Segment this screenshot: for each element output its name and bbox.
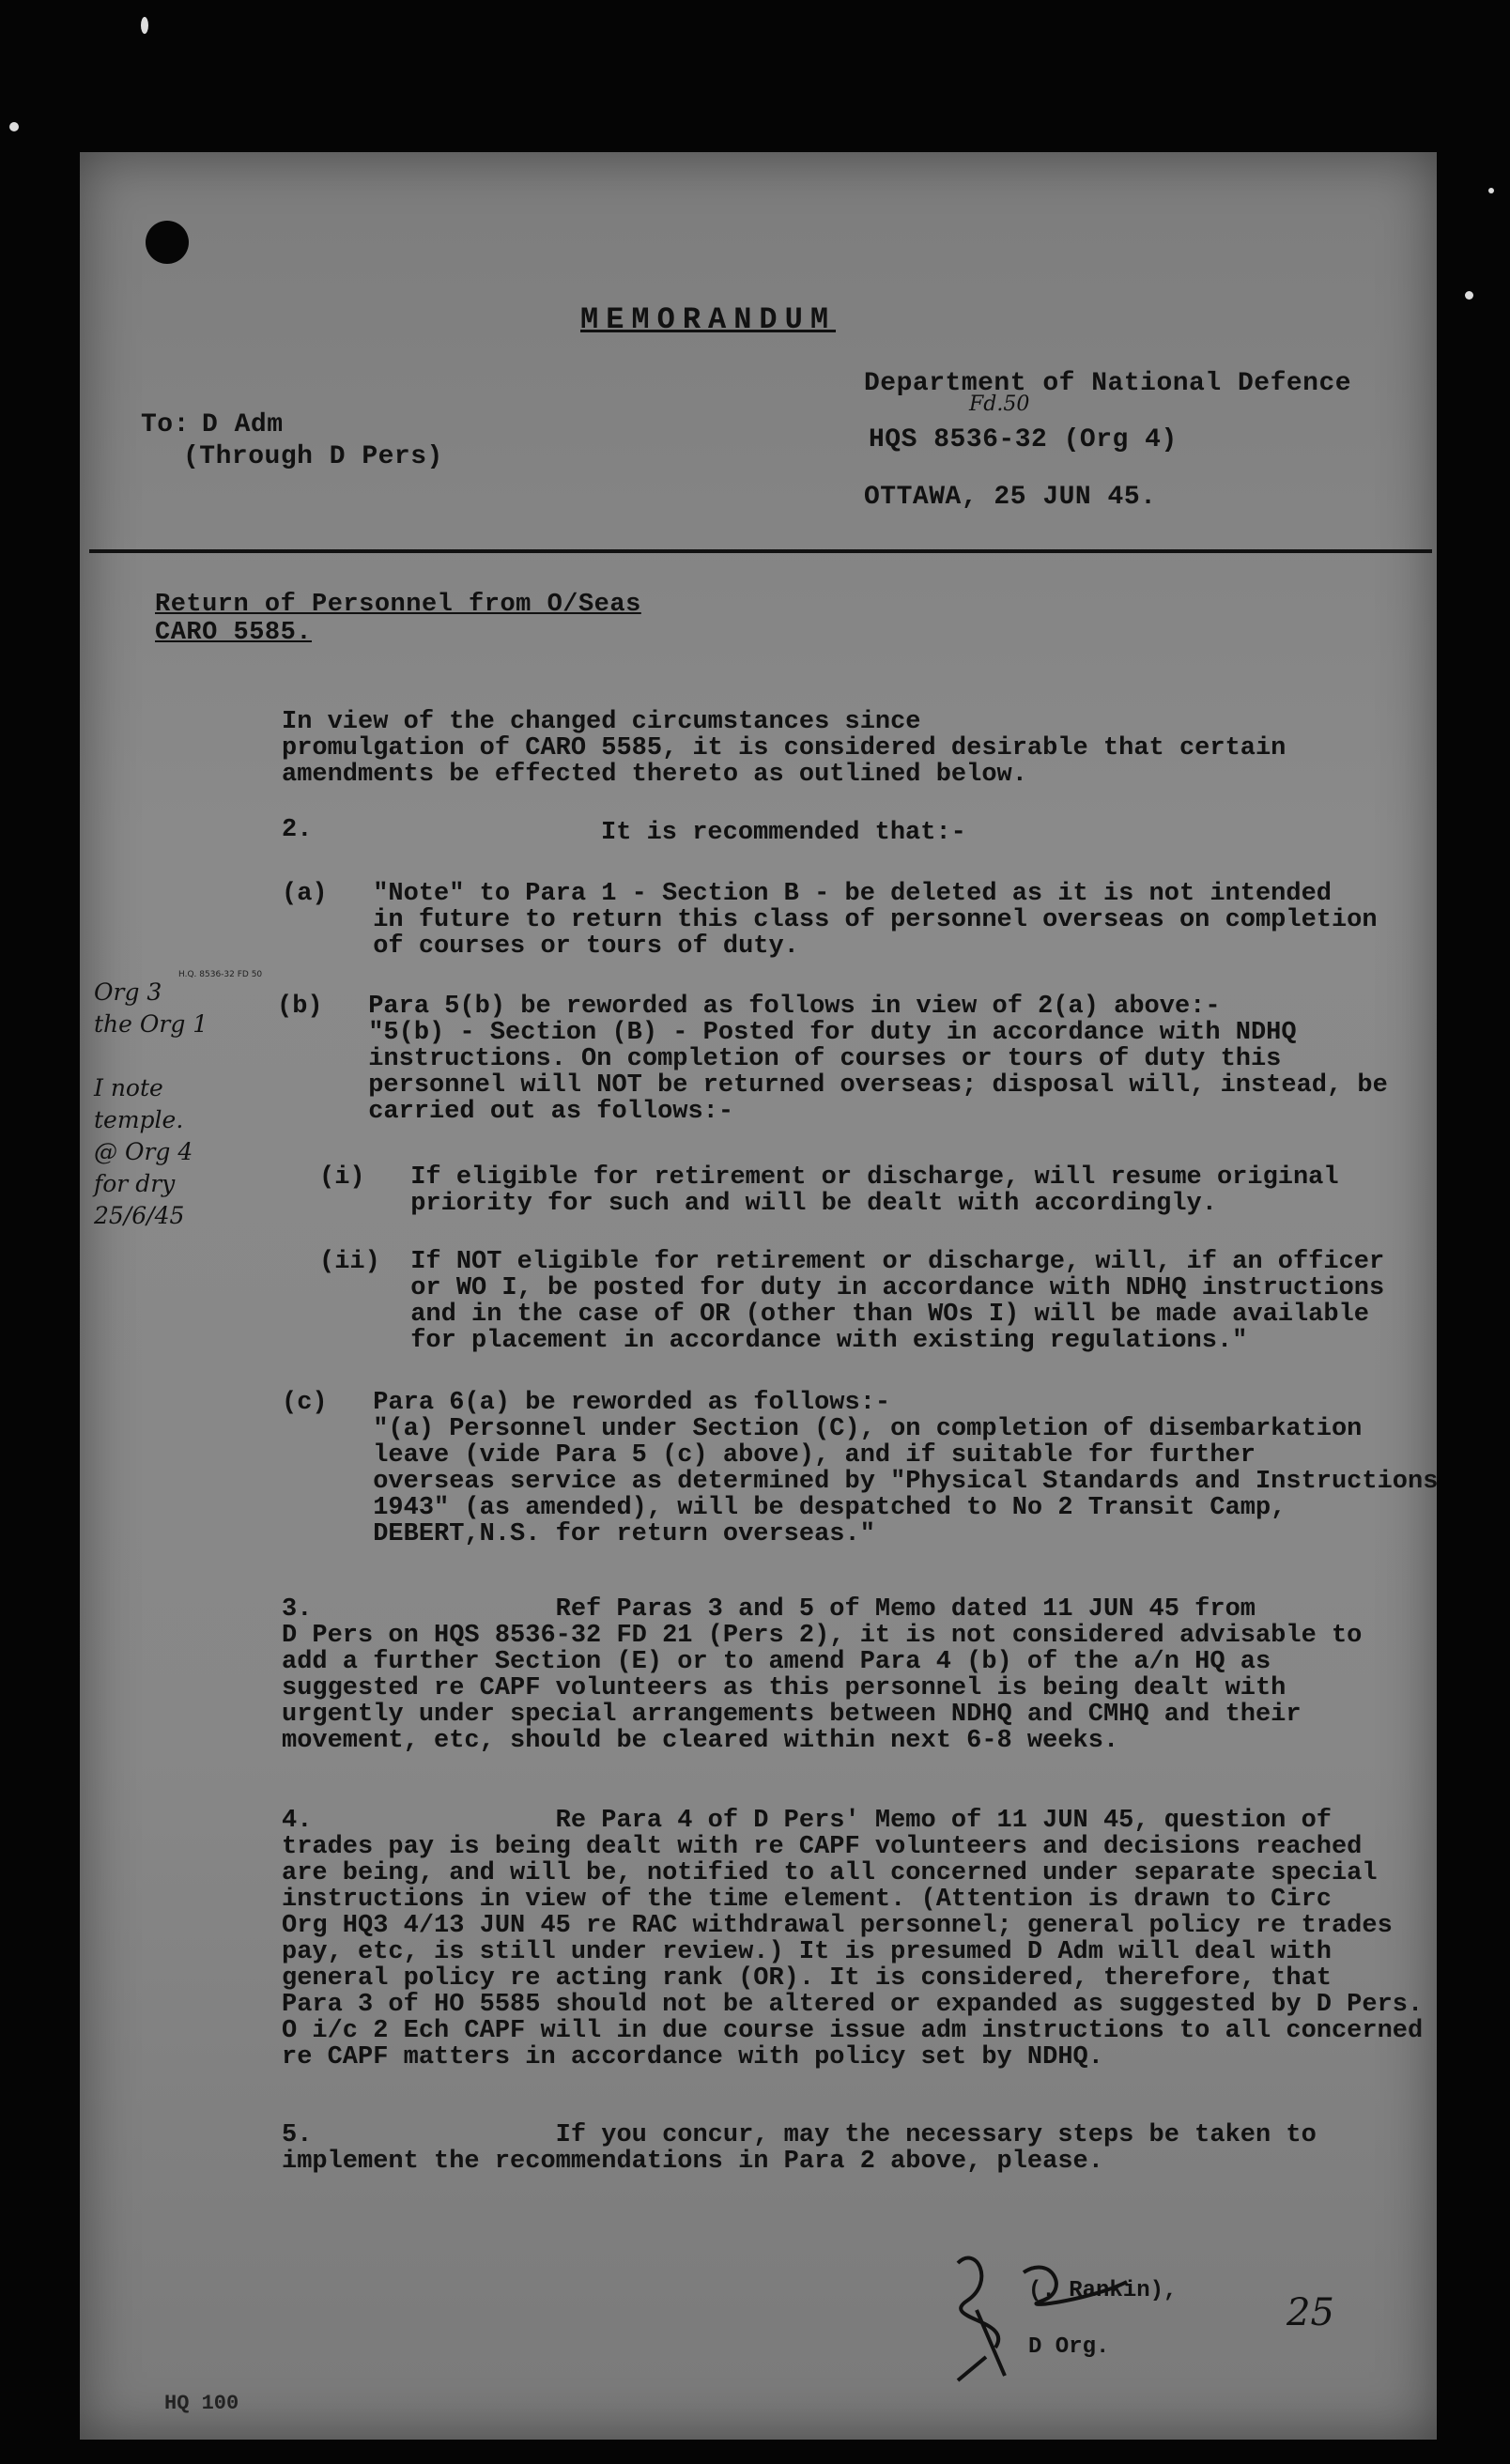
addressee: D Adm xyxy=(202,410,284,439)
paragraph-1: In view of the changed circumstances since promulgation of CARO 5585, it is considered desirable that certain amendments be effected thereto as outlined below. xyxy=(282,708,1287,789)
paragraph-2-number: 2. xyxy=(282,816,313,844)
margin-stamp-text: H.Q. 8536-32 FD 50 xyxy=(178,970,263,979)
signatory-block xyxy=(1028,2263,1177,2376)
place-and-date: OTTAWA, 25 JUN 45. xyxy=(864,483,1157,512)
paragraph-2c: (c) Para 6(a) be reworded as follows:- "(a) Personnel under Section (C), on completion of disembarkation leave (vide Para 5 (c) above), and if suitable for further overseas service as determined by "Physical Standards and Instructions 1943" (as amended), will be despatched to No 2 Transit Camp, DEBERT,N.S. for return overseas." xyxy=(282,1389,1439,1548)
paragraph-2-lead: It is recommended that:- xyxy=(601,819,966,847)
handwritten-file-annotation: Fd.50 xyxy=(969,393,1030,416)
to-label: To: xyxy=(141,410,190,439)
handwritten-margin-note: Org 3 the Org 1 I note temple. @ Org 4 for dry 25/6/45 xyxy=(94,978,208,1229)
film-speck xyxy=(141,17,148,34)
paragraph-2b-i: (i) If eligible for retirement or discharge, will resume original priority for such and will be dealt with accordingly. xyxy=(319,1163,1339,1218)
file-number: HQS 8536-32 (Org 4) xyxy=(869,425,1178,454)
memo-title: MEMORANDUM xyxy=(580,302,837,337)
footer-code: HQ 100 xyxy=(164,2392,239,2415)
subject-line-1: Return of Personnel from O/Seas xyxy=(155,591,641,619)
addressee-routing: (Through D Pers) xyxy=(183,442,443,471)
paragraph-2b-ii: (ii) If NOT eligible for retirement or discharge, will, if an officer or WO I, be posted for duty in accordance with NDHQ instructions and in the case of OR (other than WOs I) will be made available for placement in accordance with existing regulations." xyxy=(319,1248,1385,1355)
department-name: Department of National Defence xyxy=(864,369,1352,398)
film-speck xyxy=(1488,188,1494,193)
paragraph-5: 5. If you concur, may the necessary steps be taken to implement the recommendations in Para 2 above, please. xyxy=(282,2121,1317,2176)
signatory-title: D Org. xyxy=(1028,2334,1110,2360)
paragraph-2b: (b) Para 5(b) be reworded as follows in view of 2(a) above:- "5(b) - Section (B) - Posted for duty in accordance with NDHQ instructions. On completion of courses or tours of duty this personnel will NOT be returned overseas; disposal will, instead, be carried out as follows:- xyxy=(277,993,1388,1126)
signatory-name: (. Rankin), xyxy=(1028,2278,1178,2303)
header-divider xyxy=(89,549,1432,553)
punch-hole xyxy=(146,221,189,264)
subject-line-2: CARO 5585. xyxy=(155,619,313,647)
paragraph-3: 3. Ref Paras 3 and 5 of Memo dated 11 JUN 45 from D Pers on HQS 8536-32 FD 21 (Pers 2), it is not considered advisable to add a further Section (E) or to amend Para 4 (b) of the a/n HQ as suggested re CAPF volunteers as this personnel is being dealt with urgently under special arrangements between NDHQ and CMHQ and their movement, etc, should be cleared within next 6-8 weeks. xyxy=(282,1595,1363,1755)
paragraph-4: 4. Re Para 4 of D Pers' Memo of 11 JUN 45, question of trades pay is being dealt with re CAPF volunteers and decisions reached are being, and will be, notified to all concerned under separate special instructions in view of the time element. (Attention is drawn to Circ Org HQ3 4/13 JUN 45 re RAC withdrawal personnel; general policy re trades pay, etc, is still under review.) It is presumed D Adm will deal with general policy re acting rank (OR). It is considered, therefore, that Para 3 of HO 5585 should not be altered or expanded as suggested by D Pers. O i/c 2 Ech CAPF will in due course issue adm instructions to all concerned re CAPF matters in accordance with policy set by NDHQ. xyxy=(282,1807,1424,2071)
paragraph-2a: (a) "Note" to Para 1 - Section B - be deleted as it is not intended in future to return this class of personnel overseas on completion of courses or tours of duty. xyxy=(282,880,1378,961)
film-speck xyxy=(1465,291,1473,300)
handwritten-page-mark: 25 xyxy=(1287,2291,1334,2334)
film-speck xyxy=(9,122,19,131)
